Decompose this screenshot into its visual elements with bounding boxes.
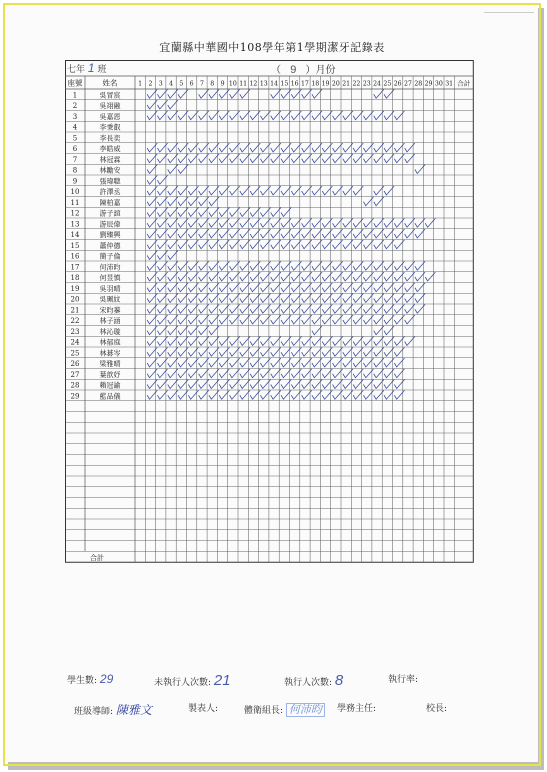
total-row-label: 合計 [90,553,104,562]
seat-number: 28 [70,381,80,390]
header-day: 9 [220,80,225,88]
header-day: 8 [210,80,215,88]
seat-number: 15 [70,241,80,250]
month-value: 9 [290,64,297,76]
student-name: 李皓威 [99,145,121,154]
seat-number: 29 [70,392,80,401]
header-day: 5 [179,80,184,88]
student-name: 張瑋聰 [99,177,121,186]
header-day: 16 [290,80,299,88]
teacher-label: 班級導師: [74,707,114,717]
seat-number: 9 [72,177,78,186]
header-day: 24 [373,80,381,88]
student-name: 林勵安 [99,166,121,175]
seat-number: 16 [70,252,80,261]
seat-number: 23 [70,327,80,336]
seat-number: 7 [72,155,78,164]
seat-number: 2 [72,102,78,111]
header-day: 1 [138,80,143,88]
class-number: 1 [87,61,95,75]
grade-label: 七年 [67,65,86,75]
student-name: 林碁岑 [99,349,121,358]
header-day: 25 [383,80,392,88]
student-name: 藍品儀 [99,392,121,401]
header-day: 14 [270,80,278,88]
header-day: 4 [169,80,174,88]
student-name: 林子涵 [99,317,121,326]
header-day: 3 [158,80,163,88]
student-name: 吳羽晴 [99,284,121,293]
not-exec-label: 未執行人次數: [154,678,212,688]
student-name: 劉臻興 [99,231,121,240]
header-day: 11 [239,80,248,88]
seat-number: 21 [70,306,80,315]
seat-number: 12 [70,209,80,218]
seat-number: 25 [70,349,80,358]
header-day: 12 [249,80,258,88]
sheet-title: 宜蘭縣中華國中108學年第1學期潔牙記錄表 [159,41,385,54]
header-day: 22 [352,80,361,88]
header-day: 26 [393,80,402,88]
student-name: 李長奕 [99,134,121,143]
header-day: 7 [199,80,204,88]
month-open: （ [271,65,281,76]
seat-number: 11 [70,198,80,207]
student-name: 蕭仲德 [99,241,121,250]
header-total: 合計 [457,79,471,88]
header-day: 21 [342,80,351,88]
header-day: 18 [311,80,320,88]
student-name: 吳翊融 [99,102,121,111]
seat-number: 20 [70,295,80,304]
rate-label: 執行率: [388,675,419,685]
seat-number: 19 [70,284,80,293]
header-day: 23 [362,80,371,88]
seat-number: 4 [72,123,78,132]
exec-label: 執行人次數: [284,678,333,688]
seat-number: 8 [72,166,78,175]
header-day: 6 [189,80,194,88]
seat-number: 18 [70,274,80,283]
seat-number: 24 [70,338,80,347]
student-name: 簡子倫 [99,252,121,261]
header-day: 31 [445,80,454,88]
exec-value: 8 [334,672,344,689]
header-day: 19 [321,80,330,88]
seat-number: 26 [70,360,80,369]
header-name: 姓名 [102,78,118,88]
seat-number: 10 [70,188,80,197]
seat-number: 17 [70,263,80,272]
student-name: 吳珮妏 [99,295,121,304]
student-name: 吳冒宸 [99,91,121,100]
header-day: 28 [414,80,423,88]
header-day: 2 [148,80,153,88]
student-name: 陳柏嘉 [99,198,121,207]
seat-number: 6 [72,145,78,154]
seat-number: 5 [72,134,78,143]
student-name: 李秉叡 [99,123,121,132]
hygiene-signature: 何沛昀 [286,703,325,717]
student-name: 吳嘉恩 [99,112,121,121]
header-day: 27 [404,80,412,88]
not-exec-value: 21 [213,672,231,689]
seat-number: 22 [70,317,80,326]
student-name: 何沛昀 [99,263,121,272]
student-name: 林郁庭 [99,338,121,347]
affairs-label: 學務主任: [337,704,377,714]
maker-label: 製表人: [188,704,219,714]
seat-number: 14 [70,231,80,240]
header-day: 29 [424,80,433,88]
student-name: 許澤丞 [99,188,121,197]
students-value: 29 [99,672,114,686]
seat-number: 13 [70,220,80,229]
image-border [3,3,541,766]
student-name: 林冠霖 [99,155,121,164]
class-suffix: 班 [97,65,107,75]
teacher-signature: 陳雅文 [115,703,152,717]
seat-number: 3 [72,112,78,121]
student-name: 賴冠諭 [99,381,121,390]
students-label: 學生數: [67,676,98,686]
header-day: 13 [259,80,268,88]
student-name: 游辰偉 [99,220,121,229]
student-name: 何昱慎 [99,274,121,283]
header-seat: 座號 [67,78,83,88]
header-day: 17 [301,80,309,88]
month-close: ）月份 [305,65,336,76]
hygiene-label: 體衛組長: [244,706,284,716]
student-name: 游子諠 [99,209,121,218]
principal-label: 校長: [426,704,448,714]
header-day: 10 [228,80,237,88]
student-name: 梁雅晴 [99,360,121,369]
student-name: 宋昀蓁 [99,306,121,315]
seat-number: 1 [72,91,78,100]
student-name: 葉歆妤 [99,370,121,379]
student-name: 林沁璇 [99,327,121,336]
seat-number: 27 [70,370,80,379]
header-day: 20 [331,80,340,88]
header-day: 30 [434,80,443,88]
header-day: 15 [280,80,289,88]
